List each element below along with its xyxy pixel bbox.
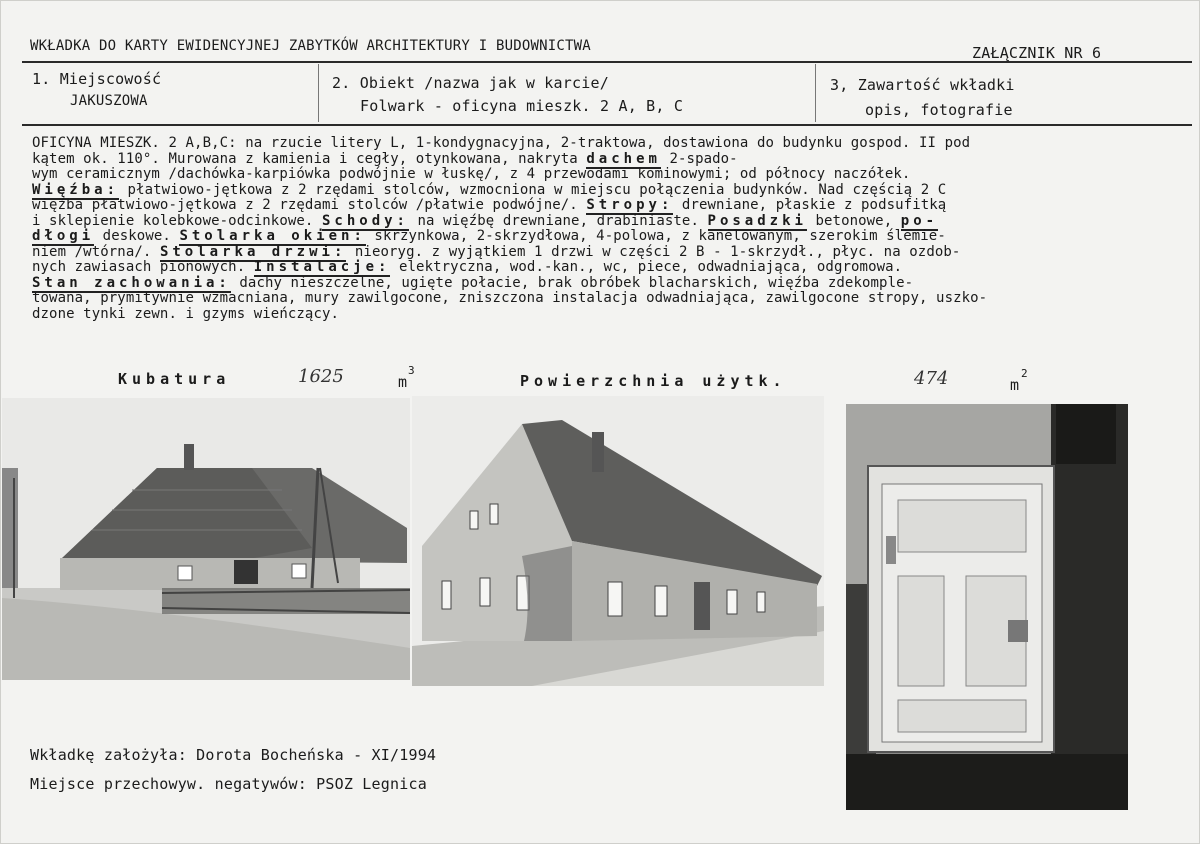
description-segment: na więźbę drewniane, drabiniaste. [409,212,708,229]
photo-interior-door [846,404,1128,810]
description-segment: OFICYNA MIESZK. 2 A,B,C: na rzucie litery L, 1-kondygnacyjna, 2-traktowa, dostawiona do budynku gospod. II pod [32,135,971,151]
area-value: 474 [914,368,949,389]
description-segment: towana, prymitywnie wzmacniana, mury zawilgocone, zniszczona instalacja odwadniająca, zawilgocone stropy, uszko- [32,290,988,306]
volume-exponent: 3 [408,364,415,377]
locality-label: 1. Miejscowość [32,70,162,88]
description-line [32,136,1182,152]
description-line [32,291,1182,307]
description-heading: Stolarka okien: [179,228,366,244]
description-segment: niem /wtórna/. [32,243,160,260]
contents-label: 3, Zawartość wkładki [830,76,1015,94]
volume-label: Kubatura [118,370,231,388]
description-segment: więźba płatwiowo-jętkowa z 2 rzędami stolców /płatwie podwójne/. [32,197,587,213]
photo-outbuilding-street-view [2,398,410,680]
description-heading: po- [900,212,939,229]
description-segment: skrzynkowa, 2-skrzydłowa, 4-polowa, z kanelowanym, szerokim ślemie- [365,228,946,244]
description-segment: deskowe. [94,228,180,244]
attachment-number: ZAŁĄCZNIK NR 6 [972,44,1102,62]
description-segment: drewniane, płaskie z podsufitką [673,197,947,213]
description-line [32,260,1182,276]
description-heading: Instalacje: [253,259,391,275]
description-line [32,214,1182,230]
description-heading: Schody: [321,212,409,229]
description-line [32,183,1182,199]
description-line [32,229,1182,245]
description-segment: płatwiowo-jętkowa z 2 rzędami stolców, wzmocniona w miejscu połączenia budynków. Nad częścią 2 C [119,181,947,198]
description-segment: nych zawiasach pionowych. [32,259,254,275]
object-label: 2. Obiekt /nazwa jak w karcie/ [332,74,609,92]
description-heading: Stropy: [586,197,674,213]
fields-rule [22,124,1192,126]
description-heading: Posadzki [707,212,807,229]
description-line [32,198,1182,214]
area-label: Powierzchnia użytk. [520,372,787,390]
description-segment: nieoryg. z wyjątkiem 1 drzwi w części 2 B - 1-skrzydł., płyc. na ozdob- [346,243,961,260]
header-rule [22,61,1192,63]
field-divider-2 [815,64,816,122]
description-line [32,152,1182,168]
description-segment: dachy nieszczelne, ugięte połacie, brak obróbek blacharskich, więźba zdekomple- [230,274,914,291]
description-heading: dachem [586,150,661,167]
description-segment: elektryczna, wod.-kan., wc, piece, odwadniająca, odgromowa. [390,259,903,275]
document-title: WKŁADKA DO KARTY EWIDENCYJNEJ ZABYTKÓW ARCHITEKTURY I BUDOWNICTWA [30,38,591,54]
photo-outbuilding-corner-view [412,396,824,686]
description-line [32,276,1182,292]
field-divider-1 [318,64,319,122]
description-segment: betonowe, [806,212,901,229]
contents-value: opis, fotografie [865,101,1013,119]
author-line: Wkładkę założyła: Dorota Bocheńska - XI/1994 [30,746,437,764]
area-unit: m [1010,376,1020,394]
negatives-storage-line: Miejsce przechowyw. negatywów: PSOZ Legnica [30,775,427,793]
description-segment: dzone tynki zewn. i gzyms wieńczący. [32,305,340,322]
description-segment: i sklepienie kolebkowe-odcinkowe. [32,212,322,229]
locality-value: JAKUSZOWA [70,93,148,109]
description-heading: Stolarka drzwi: [159,243,347,260]
volume-value: 1625 [298,366,344,387]
description-text [32,136,1182,322]
description-segment: kątem ok. 110°. Murowana z kamienia i cegły, otynkowana, nakryta [32,150,587,167]
object-value: Folwark - oficyna mieszk. 2 A, B, C [360,97,684,115]
area-exponent: 2 [1021,367,1028,380]
description-heading: dłogi [32,228,95,244]
description-segment: wym ceramicznym /dachówka-karpiówka podwójnie w łuskę/, z 4 przewodami kominowymi; od północy naczółek. [32,166,911,182]
description-line [32,167,1182,183]
description-segment: 2-spado- [660,150,738,167]
volume-unit: m [398,373,408,391]
description-line [32,307,1182,323]
description-heading: Stan zachowania: [32,274,231,291]
description-heading: Więźba: [32,181,120,198]
description-line [32,245,1182,261]
